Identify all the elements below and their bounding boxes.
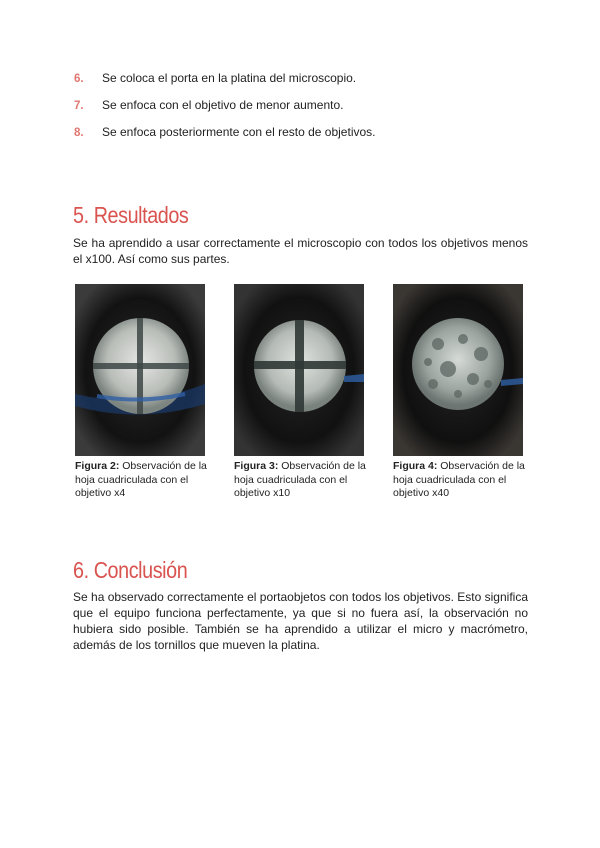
figure-label: Figura 3: — [234, 460, 279, 472]
step-item — [74, 124, 534, 151]
figure-caption-text: Observación de la hoja cuadriculada con el objetivo x40 — [393, 460, 525, 499]
step-number: 8. — [74, 127, 84, 139]
microscope-photo-x40 — [393, 284, 523, 456]
eyepiece-view-image — [234, 284, 364, 456]
figure-caption — [75, 460, 210, 501]
eyepiece-view-image — [393, 284, 523, 456]
step-text: Se enfoca con el objetivo de menor aumento. — [102, 98, 344, 112]
figure-4 — [393, 284, 528, 501]
step-text: Se coloca el porta en la platina del microscopio. — [102, 71, 357, 85]
results-paragraph: Se ha aprendido a usar correctamente el microscopio con todos los objetivos menos el x100. Así como sus partes. — [73, 236, 528, 266]
figure-2 — [75, 284, 210, 501]
microscope-photo-x10 — [234, 284, 364, 456]
conclusion-paragraph: Se ha observado correctamente el portaobjetos con todos los objetivos. Esto significa que el equipo funciona perfectamente, ya que si no fuera así, la observación no hubiera sido posible. También se ha aprendido a utilizar el micro y macrómetro, además de los tornillos que mueven la platina. — [73, 590, 528, 652]
step-number: 6. — [74, 73, 84, 85]
procedure-steps — [74, 70, 534, 151]
figure-caption — [393, 460, 528, 501]
step-item — [74, 70, 534, 97]
conclusion-heading: 6. Conclusión — [73, 557, 188, 583]
step-text: Se enfoca posteriormente con el resto de objetivos. — [102, 125, 376, 139]
step-number: 7. — [74, 100, 84, 112]
step-item — [74, 97, 534, 124]
figure-label: Figura 4: — [393, 460, 438, 472]
figure-caption-text: Observación de la hoja cuadriculada con el objetivo x10 — [234, 460, 366, 499]
figure-caption-text: Observación de la hoja cuadriculada con el objetivo x4 — [75, 460, 207, 499]
figure-caption — [234, 460, 369, 501]
figure-label: Figura 2: — [75, 460, 120, 472]
results-heading: 5. Resultados — [73, 202, 189, 228]
figure-3 — [234, 284, 369, 501]
eyepiece-view-image — [75, 284, 205, 456]
microscope-photo-x4 — [75, 284, 205, 456]
